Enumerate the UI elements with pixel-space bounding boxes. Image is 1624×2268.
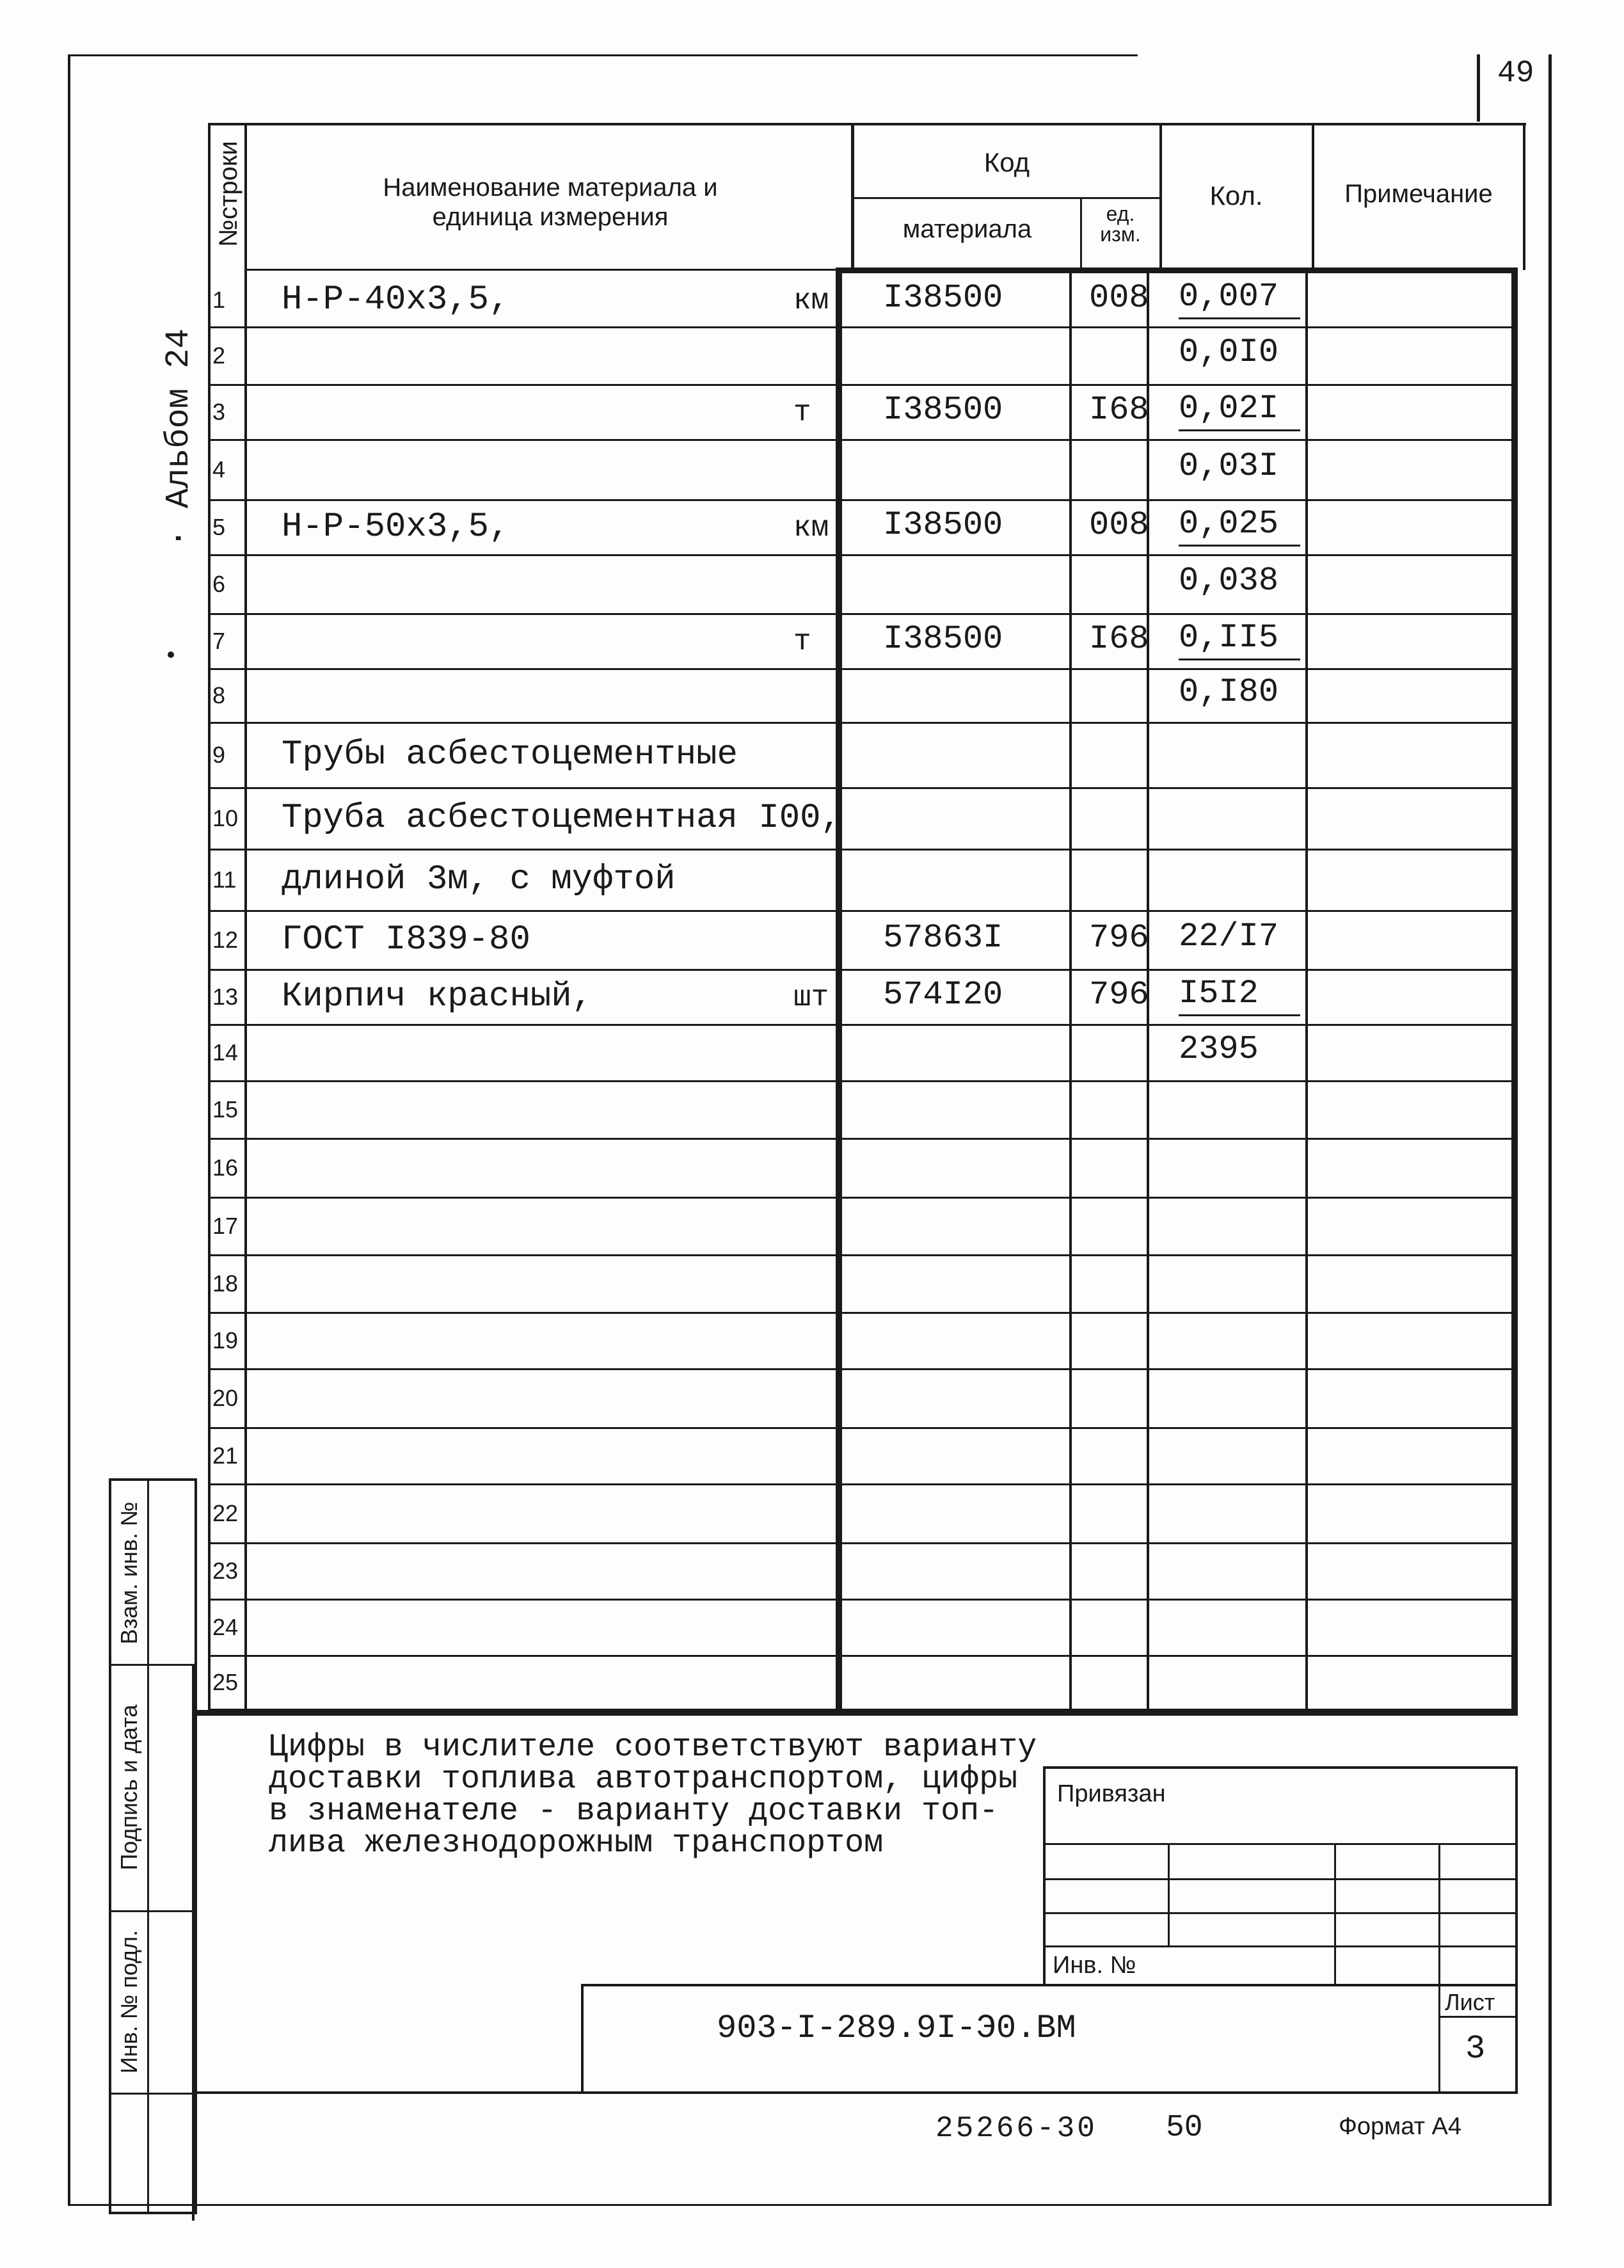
doc-code-box-left — [581, 1984, 584, 2093]
row-number: 2 — [212, 342, 226, 369]
row-number: 14 — [212, 1039, 239, 1066]
row-unit: шт — [793, 981, 829, 1014]
row-number: 5 — [212, 514, 226, 540]
row-divider — [208, 910, 1517, 912]
row-divider — [208, 1599, 1517, 1601]
row-name: Н-Р-50х3,5, — [282, 507, 510, 547]
header-qty: Кол. — [1209, 180, 1263, 211]
code-subheader-line — [852, 197, 1161, 199]
row-number: 16 — [212, 1154, 239, 1181]
row-quantity: 2395 — [1179, 1030, 1259, 1068]
row-quantity: 22/I7 — [1179, 918, 1279, 955]
row-divider — [208, 1483, 1517, 1485]
body-frame-left — [836, 268, 842, 1715]
row-divider — [208, 554, 1517, 556]
ucode-col-left — [1069, 269, 1072, 1714]
row-name: Трубы асбестоцементные — [282, 735, 738, 774]
fraction-bar — [1179, 545, 1300, 547]
frame-top-line — [69, 54, 1138, 56]
row-unit: км — [793, 284, 829, 317]
frame-right-line — [1548, 54, 1552, 2205]
row-quantity: I5I2 — [1179, 975, 1259, 1012]
row-number: 17 — [212, 1213, 239, 1239]
table-header-top — [208, 123, 1526, 125]
row-unit-code: 008 — [1089, 278, 1149, 317]
row-unit-code: 796 — [1089, 976, 1149, 1014]
fraction-bar — [1179, 317, 1300, 319]
row-divider — [208, 326, 1517, 328]
row-number: 6 — [212, 571, 226, 597]
rownum-col-right — [244, 123, 247, 1710]
row-quantity: 0,03I — [1179, 447, 1279, 485]
format-label: Формат А4 — [1339, 2113, 1462, 2140]
row-name: Труба асбестоцементная I00, — [282, 799, 841, 838]
margin-dot — [168, 651, 174, 658]
row-unit: т — [793, 396, 811, 429]
list-box-divider — [1438, 2016, 1518, 2018]
row-number: 20 — [212, 1385, 239, 1411]
row-number: 19 — [212, 1327, 239, 1354]
row-name: Кирпич красный, — [282, 977, 593, 1016]
row-divider — [208, 1542, 1517, 1544]
album-label: · Альбом 24 — [160, 328, 198, 548]
row-divider — [208, 613, 1517, 615]
header-row-no: №строки — [214, 141, 243, 247]
footnote — [269, 1729, 1062, 1862]
row-quantity: 0,II5 — [1179, 619, 1279, 657]
row-name: Н-Р-40х3,5, — [282, 280, 510, 319]
body-frame-bottom — [192, 1710, 1518, 1716]
row-quantity: 0,038 — [1179, 562, 1279, 600]
header-code-material: материала — [902, 215, 1032, 243]
row-unit-code: 796 — [1089, 919, 1149, 957]
doc-code: 903-I-289.9I-Э0.ВМ — [717, 2009, 1076, 2047]
row-divider — [208, 787, 1517, 789]
row-divider — [208, 722, 1517, 724]
row-divider — [208, 1080, 1517, 1082]
row-divider — [208, 1138, 1517, 1140]
row-number: 13 — [212, 984, 239, 1010]
side-stamp-block — [109, 1478, 197, 2214]
header-name: Наименование материала и единица измерения — [383, 173, 718, 231]
row-quantity: 0,025 — [1179, 505, 1279, 543]
row-divider — [208, 969, 1517, 971]
body-frame-top — [836, 268, 1518, 273]
row-divider — [208, 1655, 1517, 1657]
row-material-code: 57863I — [883, 919, 1003, 957]
order-number: 25266-30 — [935, 2112, 1097, 2145]
row-number: 18 — [212, 1270, 239, 1297]
stamp-vzam: Взам. инв. № — [116, 1501, 142, 1645]
frame-bottom-line — [68, 2204, 1552, 2206]
header-code: Код — [983, 147, 1030, 177]
title-block — [1043, 1766, 1518, 2094]
row-divider — [208, 1254, 1517, 1256]
row-divider — [208, 499, 1517, 501]
row-quantity: 0,0I0 — [1179, 333, 1279, 371]
qty-col-right — [1305, 269, 1308, 1714]
row-number: 10 — [212, 805, 239, 831]
row-number: 1 — [212, 286, 226, 313]
page-number-divider — [1477, 54, 1480, 122]
header-note: Примечание — [1344, 180, 1493, 208]
row-number: 9 — [212, 742, 226, 768]
row-number: 21 — [212, 1442, 239, 1469]
row-quantity: 0,007 — [1179, 277, 1279, 315]
row-number: 25 — [212, 1669, 239, 1695]
row-unit-code: I68 — [1089, 620, 1149, 658]
fraction-bar — [1179, 429, 1300, 431]
name-col-right-header — [851, 123, 854, 270]
row-unit-code: I68 — [1089, 391, 1149, 429]
row-number: 15 — [212, 1096, 239, 1122]
row-name: длиной 3м, с муфтой — [282, 860, 676, 899]
row-material-code: I38500 — [883, 620, 1003, 658]
row-number: 24 — [212, 1614, 239, 1640]
body-frame-right — [1511, 268, 1518, 1715]
row-divider — [208, 1709, 1517, 1711]
row-divider — [208, 1197, 1517, 1199]
row-number: 8 — [212, 682, 226, 708]
row-divider — [208, 439, 1517, 441]
list-label: Лист — [1445, 1989, 1495, 2015]
row-unit: т — [793, 625, 811, 659]
doc-code-box-top — [581, 1984, 1518, 1986]
row-quantity: 0,I80 — [1179, 673, 1279, 711]
name-header-bottom — [244, 269, 840, 271]
row-divider — [208, 849, 1517, 850]
row-divider — [208, 668, 1517, 670]
row-divider — [208, 1024, 1517, 1026]
footnote-line: доставки топлива автотранспортом, цифры — [269, 1761, 1018, 1798]
fraction-bar — [1179, 1014, 1300, 1016]
row-number: 11 — [212, 866, 237, 893]
row-unit: км — [793, 511, 829, 545]
row-material-code: 574I20 — [883, 976, 1003, 1014]
row-number: 4 — [212, 456, 226, 483]
note-col-right-header — [1523, 123, 1525, 270]
row-divider — [208, 1427, 1517, 1429]
footnote-line: Цифры в числителе соответствуют варианту — [269, 1729, 1037, 1766]
footnote-line: лива железнодорожным транспортом — [269, 1825, 884, 1862]
bottom-page: 50 — [1166, 2111, 1203, 2145]
row-divider — [208, 384, 1517, 386]
row-material-code: I38500 — [883, 278, 1003, 317]
row-name: ГОСТ I839-80 — [282, 920, 530, 959]
fraction-bar — [1179, 659, 1300, 660]
row-material-code: I38500 — [883, 391, 1003, 429]
row-material-code: I38500 — [883, 506, 1003, 544]
privyazan-label: Привязан — [1057, 1780, 1166, 1807]
rownum-col-left — [208, 123, 211, 1710]
row-number: 22 — [212, 1500, 239, 1526]
stamp-podpis: Подпись и дата — [116, 1704, 142, 1871]
frame-left-line — [68, 54, 70, 2205]
row-divider — [208, 1368, 1517, 1370]
footnote-line: в знаменателе - варианту доставки топ- — [269, 1793, 999, 1830]
row-quantity: 0,02I — [1179, 390, 1279, 427]
row-number: 7 — [212, 628, 226, 654]
inv-no-label: Инв. № — [1053, 1952, 1136, 1979]
row-number: 3 — [212, 399, 226, 425]
row-divider — [208, 1312, 1517, 1314]
row-number: 23 — [212, 1558, 239, 1584]
list-number: 3 — [1465, 2030, 1486, 2068]
stamp-inv-podl: Инв. № подл. — [116, 1929, 142, 2074]
body-left-border — [192, 1664, 195, 2221]
header-code-unit: ед. изм. — [1100, 202, 1141, 246]
page-number: 49 — [1497, 56, 1534, 91]
row-number: 12 — [212, 927, 239, 953]
row-unit-code: 008 — [1089, 506, 1149, 544]
